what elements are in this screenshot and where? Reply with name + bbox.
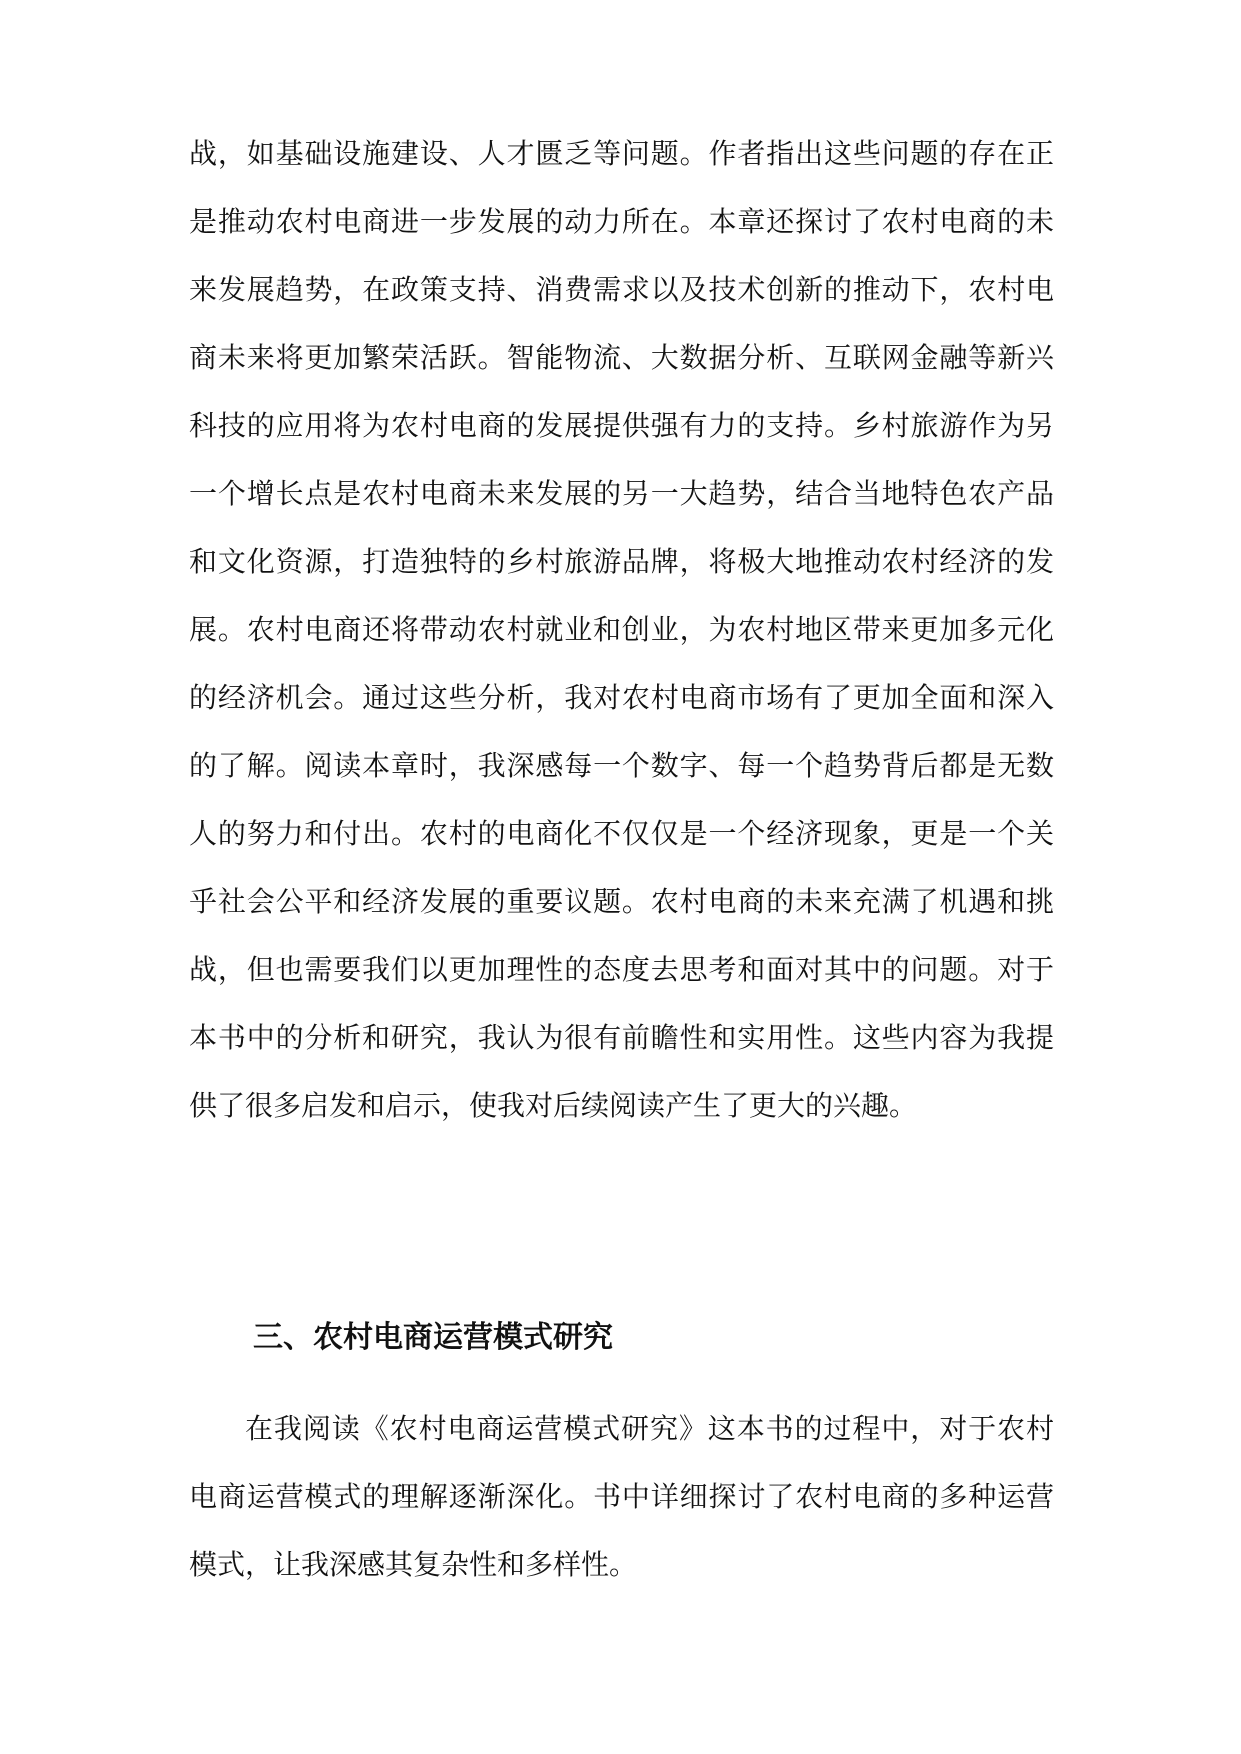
text-line: 战，如基础设施建设、人才匮乏等问题。作者指出这些问题的存在正 [189, 137, 1054, 170]
text-line: 商未来将更加繁荣活跃。智能物流、大数据分析、互联网金融等新兴 [189, 341, 1054, 374]
section-heading: 三、农村电商运营模式研究 [253, 1320, 613, 1355]
text-line: 是推动农村电商进一步发展的动力所在。本章还探讨了农村电商的未 [189, 205, 1054, 238]
text-line: 展。农村电商还将带动农村就业和创业，为农村地区带来更加多元化 [189, 613, 1054, 646]
text-line: 供了很多启发和启示，使我对后续阅读产生了更大的兴趣。 [189, 1089, 918, 1122]
text-line: 一个增长点是农村电商未来发展的另一大趋势，结合当地特色农产品 [189, 477, 1054, 510]
text-line: 模式，让我深感其复杂性和多样性。 [189, 1548, 638, 1581]
text-line: 在我阅读《农村电商运营模式研究》这本书的过程中，对于农村 [245, 1412, 1054, 1445]
text-line: 人的努力和付出。农村的电商化不仅仅是一个经济现象，更是一个关 [189, 817, 1054, 850]
text-line: 本书中的分析和研究，我认为很有前瞻性和实用性。这些内容为我提 [189, 1021, 1054, 1054]
text-line: 的了解。阅读本章时，我深感每一个数字、每一个趋势背后都是无数 [189, 749, 1054, 782]
text-line: 和文化资源，打造独特的乡村旅游品牌，将极大地推动农村经济的发 [189, 545, 1054, 578]
text-line: 的经济机会。通过这些分析，我对农村电商市场有了更加全面和深入 [189, 681, 1054, 714]
text-line: 战，但也需要我们以更加理性的态度去思考和面对其中的问题。对于 [189, 953, 1054, 986]
text-line: 电商运营模式的理解逐渐深化。书中详细探讨了农村电商的多种运营 [189, 1480, 1054, 1513]
text-line: 来发展趋势，在政策支持、消费需求以及技术创新的推动下，农村电 [189, 273, 1054, 306]
text-line: 乎社会公平和经济发展的重要议题。农村电商的未来充满了机遇和挑 [189, 885, 1054, 918]
text-line: 科技的应用将为农村电商的发展提供强有力的支持。乡村旅游作为另 [189, 409, 1054, 442]
